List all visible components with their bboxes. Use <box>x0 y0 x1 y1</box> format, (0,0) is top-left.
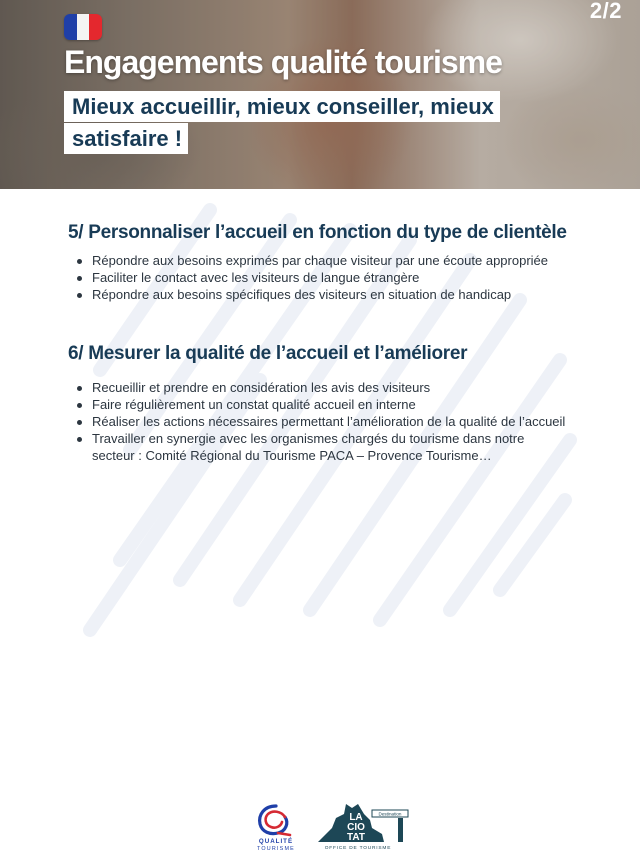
list-item: Répondre aux besoins spécifiques des visiteurs en situation de handicap <box>68 286 568 303</box>
list-item: Faire régulièrement un constat qualité accueil en interne <box>68 396 568 413</box>
header-banner <box>0 0 640 189</box>
qualite-tourisme-logo <box>248 802 304 852</box>
section-personnaliser <box>68 222 568 303</box>
page-title: Engagements qualité tourisme <box>64 44 502 80</box>
lc-logo-line2: CIO <box>347 822 365 833</box>
lc-logo-line3: TAT <box>347 832 365 843</box>
list-item: Recueillir et prendre en considération les avis des visiteurs <box>68 379 568 396</box>
bullet-list <box>68 379 568 464</box>
page-indicator: 2/2 <box>589 0 622 23</box>
list-item: Répondre aux besoins exprimés par chaque visiteur par une écoute appropriée <box>68 252 568 269</box>
list-item: Travailler en synergie avec les organismes chargés du tourisme dans notre secteur : Comité Régional du Tourisme PACA – Provence Tourisme… <box>68 430 568 464</box>
france-flag-icon <box>64 14 102 40</box>
bullet-list <box>68 252 568 303</box>
subtitle-banner <box>64 91 550 155</box>
qualite-logo-line1: QUALITÉ <box>258 838 294 845</box>
lc-logo-line1: LA <box>349 812 363 823</box>
subtitle-text: Mieux accueillir, mieux conseiller, mieux satisfaire ! <box>64 91 500 154</box>
section-title: 5/ Personnaliser l’accueil en fonction du type de clientèle <box>68 222 567 243</box>
la-ciotat-logo <box>312 798 412 852</box>
list-item: Réaliser les actions nécessaires permettant l’amélioration de la qualité de l’accueil <box>68 413 568 430</box>
qualite-logo-line2: TOURISME <box>257 846 295 852</box>
lc-logo-tag: Destination <box>378 811 402 817</box>
main-content <box>68 222 568 464</box>
footer-logos <box>0 798 640 854</box>
section-mesurer <box>68 343 568 464</box>
list-item: Faciliter le contact avec les visiteurs de langue étrangère <box>68 269 568 286</box>
lc-logo-caption: OFFICE DE TOURISME <box>324 846 392 851</box>
section-title: 6/ Mesurer la qualité de l’accueil et l’améliorer <box>68 343 468 364</box>
